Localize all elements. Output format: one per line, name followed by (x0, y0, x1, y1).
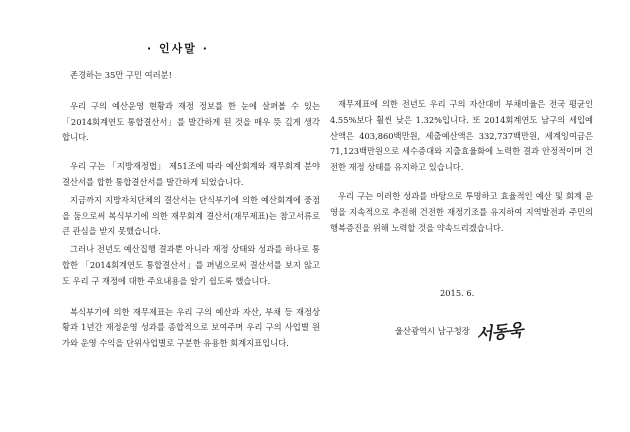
paragraph-law: 우리 구는 「지방재정법」 제51조에 따라 예산회계와 재무회계 분야 결산서를 합한 통합결산서를 발간하게 되었습니다. (62, 161, 320, 187)
handwritten-signature: 서동욱 (475, 320, 524, 346)
paragraph-integrated: 그러나 전년도 예산집행 결과뿐 아니라 재정 상태와 성과를 하나로 통합한 「2014회계연도 통합결산서」를 펴냄으로써 결산서를 보지 않고도 우리 구 재정에 대한 주요내용을 알기 쉽도록 했습니다. (62, 244, 320, 286)
paragraph-double-entry: 복식부기에 의한 재무제표는 우리 구의 예산과 자산, 부채 등 재정상황과 1년간 재정운영 성과를 종합적으로 보여주며 우리 구의 사업별 원가와 운영 수익을 단위사업별로 구분한 유용한 회계지표입니다. (62, 306, 320, 349)
paragraph-promise: 우리 구는 이러한 성과를 바탕으로 투명하고 효율적인 예산 및 회계 운영을 지속적으로 추진해 건전한 재정기조를 유지하여 지역발전과 주민의 행복증진을 위해 노력할 것을 약속드리겠습니다. (330, 190, 593, 233)
greeting: 존경하는 35만 구민 여러분! (70, 70, 172, 80)
left-column (62, 68, 320, 352)
paragraph-intro: 우리 구의 예산운영 현황과 재정 정보를 한 눈에 살펴볼 수 있는 「2014회계연도 통합결산서」를 발간하게 된 것을 매우 뜻 깊게 생각합니다. (62, 100, 320, 143)
right-column (330, 97, 593, 236)
signer-title: 울산광역시 남구청장 (395, 325, 470, 336)
date: 2015. 6. (440, 288, 475, 298)
signature-block (395, 318, 524, 346)
paragraph-debt-ratio: 재무제표에 의한 전년도 우리 구의 자산대비 부채비율은 전국 평균인 4.55%보다 훨씬 낮은 1.32%입니다. 또 2014회계연도 남구의 세입예산액은 403,860백만원, 세출예산액은 332,737백만원, 세계잉여금은 71,123백만원으로 세수증대와 지출효율화에 노력한 결과 안정적이며 건전한 재정 상태를 유지하고 있습니다. (330, 99, 593, 173)
page-title: · 인사말 · (147, 42, 209, 55)
paragraph-history: 지금까지 지방자치단체의 결산서는 단식부기에 의한 예산회계에 중점을 둠으로써 복식부기에 의한 재무회계 결산서(재무제표)는 참고서류로 큰 관심을 받지 못했습니다. (62, 194, 320, 237)
